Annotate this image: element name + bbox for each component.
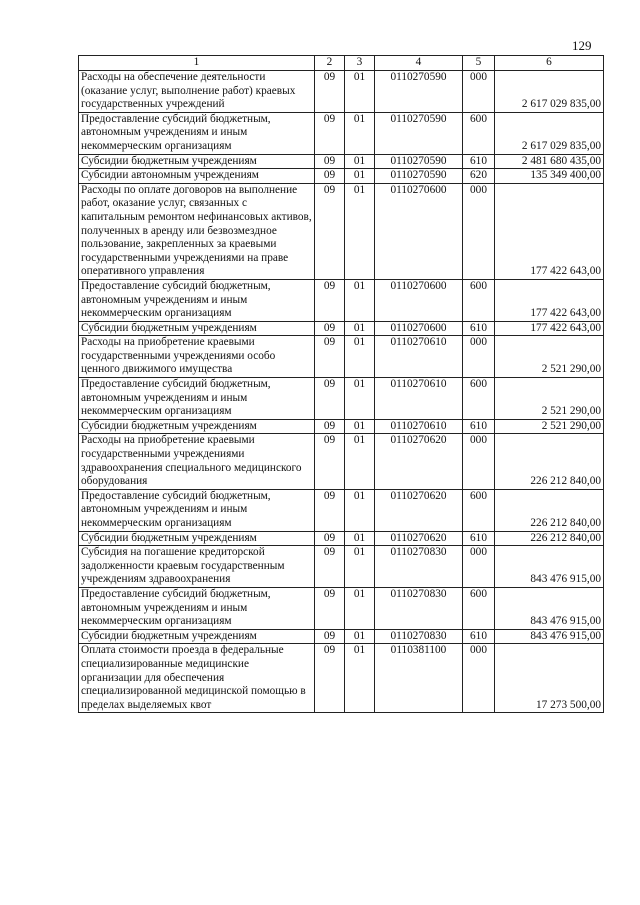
amount: 2 481 680 435,00 — [495, 154, 604, 169]
column-header: 5 — [463, 56, 495, 71]
amount: 2 617 029 835,00 — [495, 112, 604, 154]
target-article-code: 0110270590 — [375, 112, 463, 154]
expense-type-code: 610 — [463, 531, 495, 546]
table-row — [79, 531, 604, 546]
table-row — [79, 378, 604, 420]
expense-name: Субсидии бюджетным учреждениям — [79, 419, 315, 434]
expense-type-code: 600 — [463, 587, 495, 629]
subsection-code: 01 — [345, 321, 375, 336]
section-code: 09 — [315, 419, 345, 434]
column-header: 4 — [375, 56, 463, 71]
expense-name: Предоставление субсидий бюджетным, автономным учреждениям и иным некоммерческим организациям — [79, 279, 315, 321]
section-code: 09 — [315, 644, 345, 713]
table-row — [79, 629, 604, 644]
table-row — [79, 336, 604, 378]
table-row — [79, 169, 604, 184]
section-code: 09 — [315, 489, 345, 531]
expense-type-code: 610 — [463, 154, 495, 169]
table-row — [79, 489, 604, 531]
expense-name: Субсидии бюджетным учреждениям — [79, 531, 315, 546]
section-code: 09 — [315, 434, 345, 489]
section-code: 09 — [315, 629, 345, 644]
column-header: 2 — [315, 56, 345, 71]
target-article-code: 0110270610 — [375, 378, 463, 420]
section-code: 09 — [315, 183, 345, 279]
expense-type-code: 600 — [463, 378, 495, 420]
table-row — [79, 419, 604, 434]
subsection-code: 01 — [345, 546, 375, 588]
amount: 177 422 643,00 — [495, 279, 604, 321]
target-article-code: 0110270600 — [375, 183, 463, 279]
target-article-code: 0110270610 — [375, 419, 463, 434]
amount: 2 521 290,00 — [495, 419, 604, 434]
column-header: 1 — [79, 56, 315, 71]
amount: 135 349 400,00 — [495, 169, 604, 184]
section-code: 09 — [315, 531, 345, 546]
expense-name: Субсидии бюджетным учреждениям — [79, 629, 315, 644]
subsection-code: 01 — [345, 71, 375, 113]
section-code: 09 — [315, 279, 345, 321]
table-row — [79, 183, 604, 279]
section-code: 09 — [315, 112, 345, 154]
subsection-code: 01 — [345, 336, 375, 378]
target-article-code: 0110381100 — [375, 644, 463, 713]
column-header: 3 — [345, 56, 375, 71]
target-article-code: 0110270830 — [375, 629, 463, 644]
target-article-code: 0110270610 — [375, 336, 463, 378]
expense-type-code: 000 — [463, 434, 495, 489]
subsection-code: 01 — [345, 169, 375, 184]
section-code: 09 — [315, 336, 345, 378]
expense-type-code: 000 — [463, 71, 495, 113]
expense-name: Субсидия на погашение кредиторской задолженности краевым государственным учреждениям здравоохранения — [79, 546, 315, 588]
section-code: 09 — [315, 169, 345, 184]
target-article-code: 0110270590 — [375, 154, 463, 169]
subsection-code: 01 — [345, 279, 375, 321]
section-code: 09 — [315, 546, 345, 588]
table-row — [79, 434, 604, 489]
table-row — [79, 71, 604, 113]
section-code: 09 — [315, 321, 345, 336]
expense-name: Субсидии бюджетным учреждениям — [79, 321, 315, 336]
expense-name: Субсидии бюджетным учреждениям — [79, 154, 315, 169]
target-article-code: 0110270620 — [375, 531, 463, 546]
table-row — [79, 644, 604, 713]
expense-type-code: 600 — [463, 112, 495, 154]
subsection-code: 01 — [345, 419, 375, 434]
expense-type-code: 600 — [463, 489, 495, 531]
table-row — [79, 154, 604, 169]
expense-type-code: 620 — [463, 169, 495, 184]
expense-name: Оплата стоимости проезда в федеральные специализированные медицинские организации для обеспечения специализированной медицинской помощью в пределах выделяемых квот — [79, 644, 315, 713]
subsection-code: 01 — [345, 154, 375, 169]
expense-name: Предоставление субсидий бюджетным, автономным учреждениям и иным некоммерческим организациям — [79, 378, 315, 420]
expense-type-code: 000 — [463, 644, 495, 713]
expense-type-code: 000 — [463, 546, 495, 588]
expense-name: Субсидии автономным учреждениям — [79, 169, 315, 184]
expense-type-code: 000 — [463, 183, 495, 279]
target-article-code: 0110270590 — [375, 169, 463, 184]
target-article-code: 0110270620 — [375, 489, 463, 531]
amount: 17 273 500,00 — [495, 644, 604, 713]
amount: 843 476 915,00 — [495, 629, 604, 644]
amount: 226 212 840,00 — [495, 489, 604, 531]
section-code: 09 — [315, 378, 345, 420]
section-code: 09 — [315, 154, 345, 169]
target-article-code: 0110270600 — [375, 279, 463, 321]
amount: 2 617 029 835,00 — [495, 71, 604, 113]
expense-type-code: 600 — [463, 279, 495, 321]
table-row — [79, 112, 604, 154]
column-header: 6 — [495, 56, 604, 71]
amount: 177 422 643,00 — [495, 183, 604, 279]
page-number: 129 — [572, 38, 592, 53]
budget-table — [78, 55, 604, 713]
subsection-code: 01 — [345, 489, 375, 531]
expense-name: Предоставление субсидий бюджетным, автономным учреждениям и иным некоммерческим организациям — [79, 112, 315, 154]
expense-type-code: 610 — [463, 321, 495, 336]
amount: 843 476 915,00 — [495, 587, 604, 629]
table-row — [79, 587, 604, 629]
amount: 2 521 290,00 — [495, 336, 604, 378]
expense-type-code: 610 — [463, 629, 495, 644]
target-article-code: 0110270620 — [375, 434, 463, 489]
target-article-code: 0110270830 — [375, 587, 463, 629]
subsection-code: 01 — [345, 112, 375, 154]
table-row — [79, 321, 604, 336]
expense-name: Расходы на обеспечение деятельности (оказание услуг, выполнение работ) краевых государственных учреждений — [79, 71, 315, 113]
subsection-code: 01 — [345, 183, 375, 279]
subsection-code: 01 — [345, 378, 375, 420]
target-article-code: 0110270830 — [375, 546, 463, 588]
section-code: 09 — [315, 71, 345, 113]
expense-name: Расходы на приобретение краевыми государственными учреждениями особо ценного движимого имущества — [79, 336, 315, 378]
table-row — [79, 546, 604, 588]
subsection-code: 01 — [345, 644, 375, 713]
amount: 226 212 840,00 — [495, 531, 604, 546]
expense-type-code: 000 — [463, 336, 495, 378]
expense-name: Предоставление субсидий бюджетным, автономным учреждениям и иным некоммерческим организациям — [79, 587, 315, 629]
table-row — [79, 279, 604, 321]
subsection-code: 01 — [345, 587, 375, 629]
amount: 843 476 915,00 — [495, 546, 604, 588]
expense-name: Предоставление субсидий бюджетным, автономным учреждениям и иным некоммерческим организациям — [79, 489, 315, 531]
table-header-row — [79, 56, 604, 71]
subsection-code: 01 — [345, 434, 375, 489]
section-code: 09 — [315, 587, 345, 629]
amount: 226 212 840,00 — [495, 434, 604, 489]
target-article-code: 0110270590 — [375, 71, 463, 113]
amount: 2 521 290,00 — [495, 378, 604, 420]
expense-type-code: 610 — [463, 419, 495, 434]
expense-name: Расходы на приобретение краевыми государственными учреждениями здравоохранения специального медицинского оборудования — [79, 434, 315, 489]
amount: 177 422 643,00 — [495, 321, 604, 336]
target-article-code: 0110270600 — [375, 321, 463, 336]
subsection-code: 01 — [345, 629, 375, 644]
expense-name: Расходы по оплате договоров на выполнение работ, оказание услуг, связанных с капитальным ремонтом нефинансовых активов, полученных в аренду или безвозмездное пользование, закрепленных за краевыми государственными учреждениями на праве оперативного управления — [79, 183, 315, 279]
subsection-code: 01 — [345, 531, 375, 546]
